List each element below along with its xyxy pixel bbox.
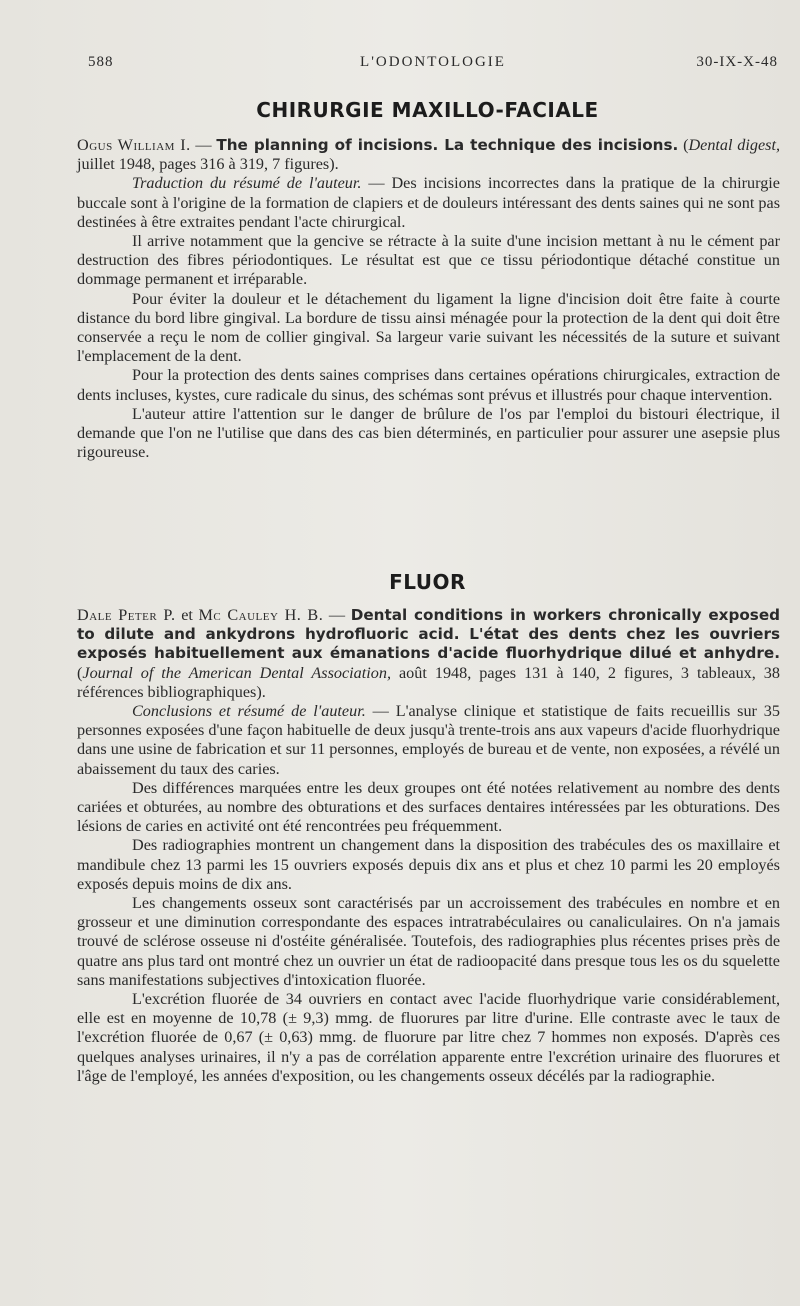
journal-source: Journal of the American Dental Association, [82, 663, 392, 682]
paragraph: Traduction du résumé de l'auteur. — Des incisions incorrectes dans la pratique de la chirurgie buccale sont à l'origine de la formation de clapiers et de douleurs intéressant des dents saines qui ne sont pas destinées à être extraites pendant l'acte chirurgical. [77, 174, 780, 231]
paragraph: L'auteur attire l'attention sur le danger de brûlure de l'os par l'emploi du bistouri électrique, il demande que l'on ne l'utilise que dans des cas bien déterminés, en particulier pour assurer une asepsie plus rigoureuse. [77, 404, 780, 462]
issue-date: 30-IX-X-48 [696, 54, 778, 70]
source-details: août 1948, pages 131 à 140, 2 figures, 3 tableaux, 38 références bibliographiques). [77, 663, 780, 701]
paragraph: Pour éviter la douleur et le détachement du ligament la ligne d'incision doit être faite à courte distance du bord libre gingival. La bordure de tissu ainsi ménagée pour la protection de la dent qui doit être conservée a reçu le nom de collier gingival. Sa largeur varie suivant les nécessités de la suture et suivant l'emplacement de la dent. [77, 289, 780, 366]
paragraph: Des radiographies montrent un changement dans la disposition des trabécules des os maxillaire et mandibule chez 13 parmi les 15 ouvriers exposés depuis dix ans et plus et chez 10 parmi les 20 employés exposés depuis moins de dix ans. [77, 836, 780, 893]
abstract-label: Traduction du résumé de l'auteur. [132, 174, 362, 193]
abstract-label: Conclusions et résumé de l'auteur. [132, 702, 366, 721]
article-reference: Ogus William I. — The planning of incisions. La technique des incisions. (Dental digest, juillet 1948, pages 316 à 319, 7 figures). [77, 136, 781, 174]
paragraph: Pour la protection des dents saines comprises dans certaines opérations chirurgicales, extraction de dents incluses, kystes, cure radicale du sinus, des schémas sont prévus et illustrés pour chaque intervention. [77, 366, 780, 404]
article-author: Ogus William I. [77, 136, 191, 154]
paragraph: Les changements osseux sont caractérisés par un accroissement des trabécules en nombre et en grosseur et une diminution correspondante des espaces intratrabéculaires ou canaliculaires. On n'a jamais trouvé de sclérose osseuse ni d'ostéite généralisée. Toutefois, des radiographies plus récentes prises près de quatre ans plus tard ont montré chez un ouvrier un état de radioopacité dans presque tous les os du squelette sans manifestations subjectives d'intoxication fluorée. [77, 894, 780, 989]
article-author: Dale Peter P. [77, 606, 176, 624]
running-head [88, 54, 778, 76]
paragraph: Conclusions et résumé de l'auteur. — L'analyse clinique et statistique de faits recueillis sur 35 personnes exposées d'une façon habituelle de deux jusqu'à trente-trois ans aux vapeurs d'acide fluorhydrique dans une usine de fabrication et sur 11 personnes, employés de bureau et de vente, non exposées, a révélé un abaissement du taux des caries. [77, 702, 780, 778]
article-chirurgie [77, 136, 780, 462]
article-reference: Dale Peter P. et Mc Cauley H. B. — Dental conditions in workers chronically exposed to dilute and ankydrons hydrofluoric acid. L'état des dents chez les ouvriers exposés habituellement aux émanations d'acide fluorhydrique dilué et anhydre. (Journal of the American Dental Association, août 1948, pages 131 à 140, 2 figures, 3 tableaux, 38 références bibliographiques). [77, 606, 780, 701]
article-title: Dental conditions in workers chronically exposed to dilute and ankydrons hydrofluoric acid. L'état des dents chez les ouvriers exposés habituellement aux émanations d'acide fluorhydrique dilué et anhydre. [77, 606, 780, 663]
journal-source: Dental digest, [688, 136, 781, 154]
paragraph: Il arrive notamment que la gencive se rétracte à la suite d'une incision mettant à nu le cément par destruction des fibres périodontiques. Le résultat est que ce tissu périodontique détaché constitue un dommage permanent et irréparable. [77, 232, 780, 289]
page-number: 588 [88, 54, 114, 70]
section-title-chirurgie: CHIRURGIE MAXILLO-FACIALE [256, 98, 599, 122]
paragraph: Des différences marquées entre les deux groupes ont été notées relativement au nombre des dents cariées et obturées, au nombre des obturations et des surfaces dentaires intéressées par les obturations. Des lésions de caries en activité ont été rencontrées peu fréquemment. [77, 778, 780, 836]
paragraph: L'excrétion fluorée de 34 ouvriers en contact avec l'acide fluorhydrique varie considérablement, elle est en moyenne de 10,78 (± 9,3) mmg. de fluorures par litre d'urine. Elle contraste avec le taux de l'excrétion fluorée de 0,67 (± 0,63) mmg. de fluorure par litre chez 7 hommes non exposés. D'après ces quelques analyses urinaires, il n'y a pas de corrélation apparente entre l'excrétion urinaire des fluorures et l'âge de l'employé, les années d'exposition, ou les changements osseux décélés par la radiographie. [77, 990, 780, 1085]
article-fluor [77, 606, 780, 1086]
article-author: Mc Cauley H. B. [198, 606, 324, 624]
source-details: juillet 1948, pages 316 à 319, 7 figures). [77, 155, 339, 174]
section-title-fluor: FLUOR [389, 570, 466, 594]
journal-name: L'ODONTOLOGIE [360, 54, 506, 70]
article-title: The planning of incisions. La technique des incisions. [216, 136, 679, 154]
